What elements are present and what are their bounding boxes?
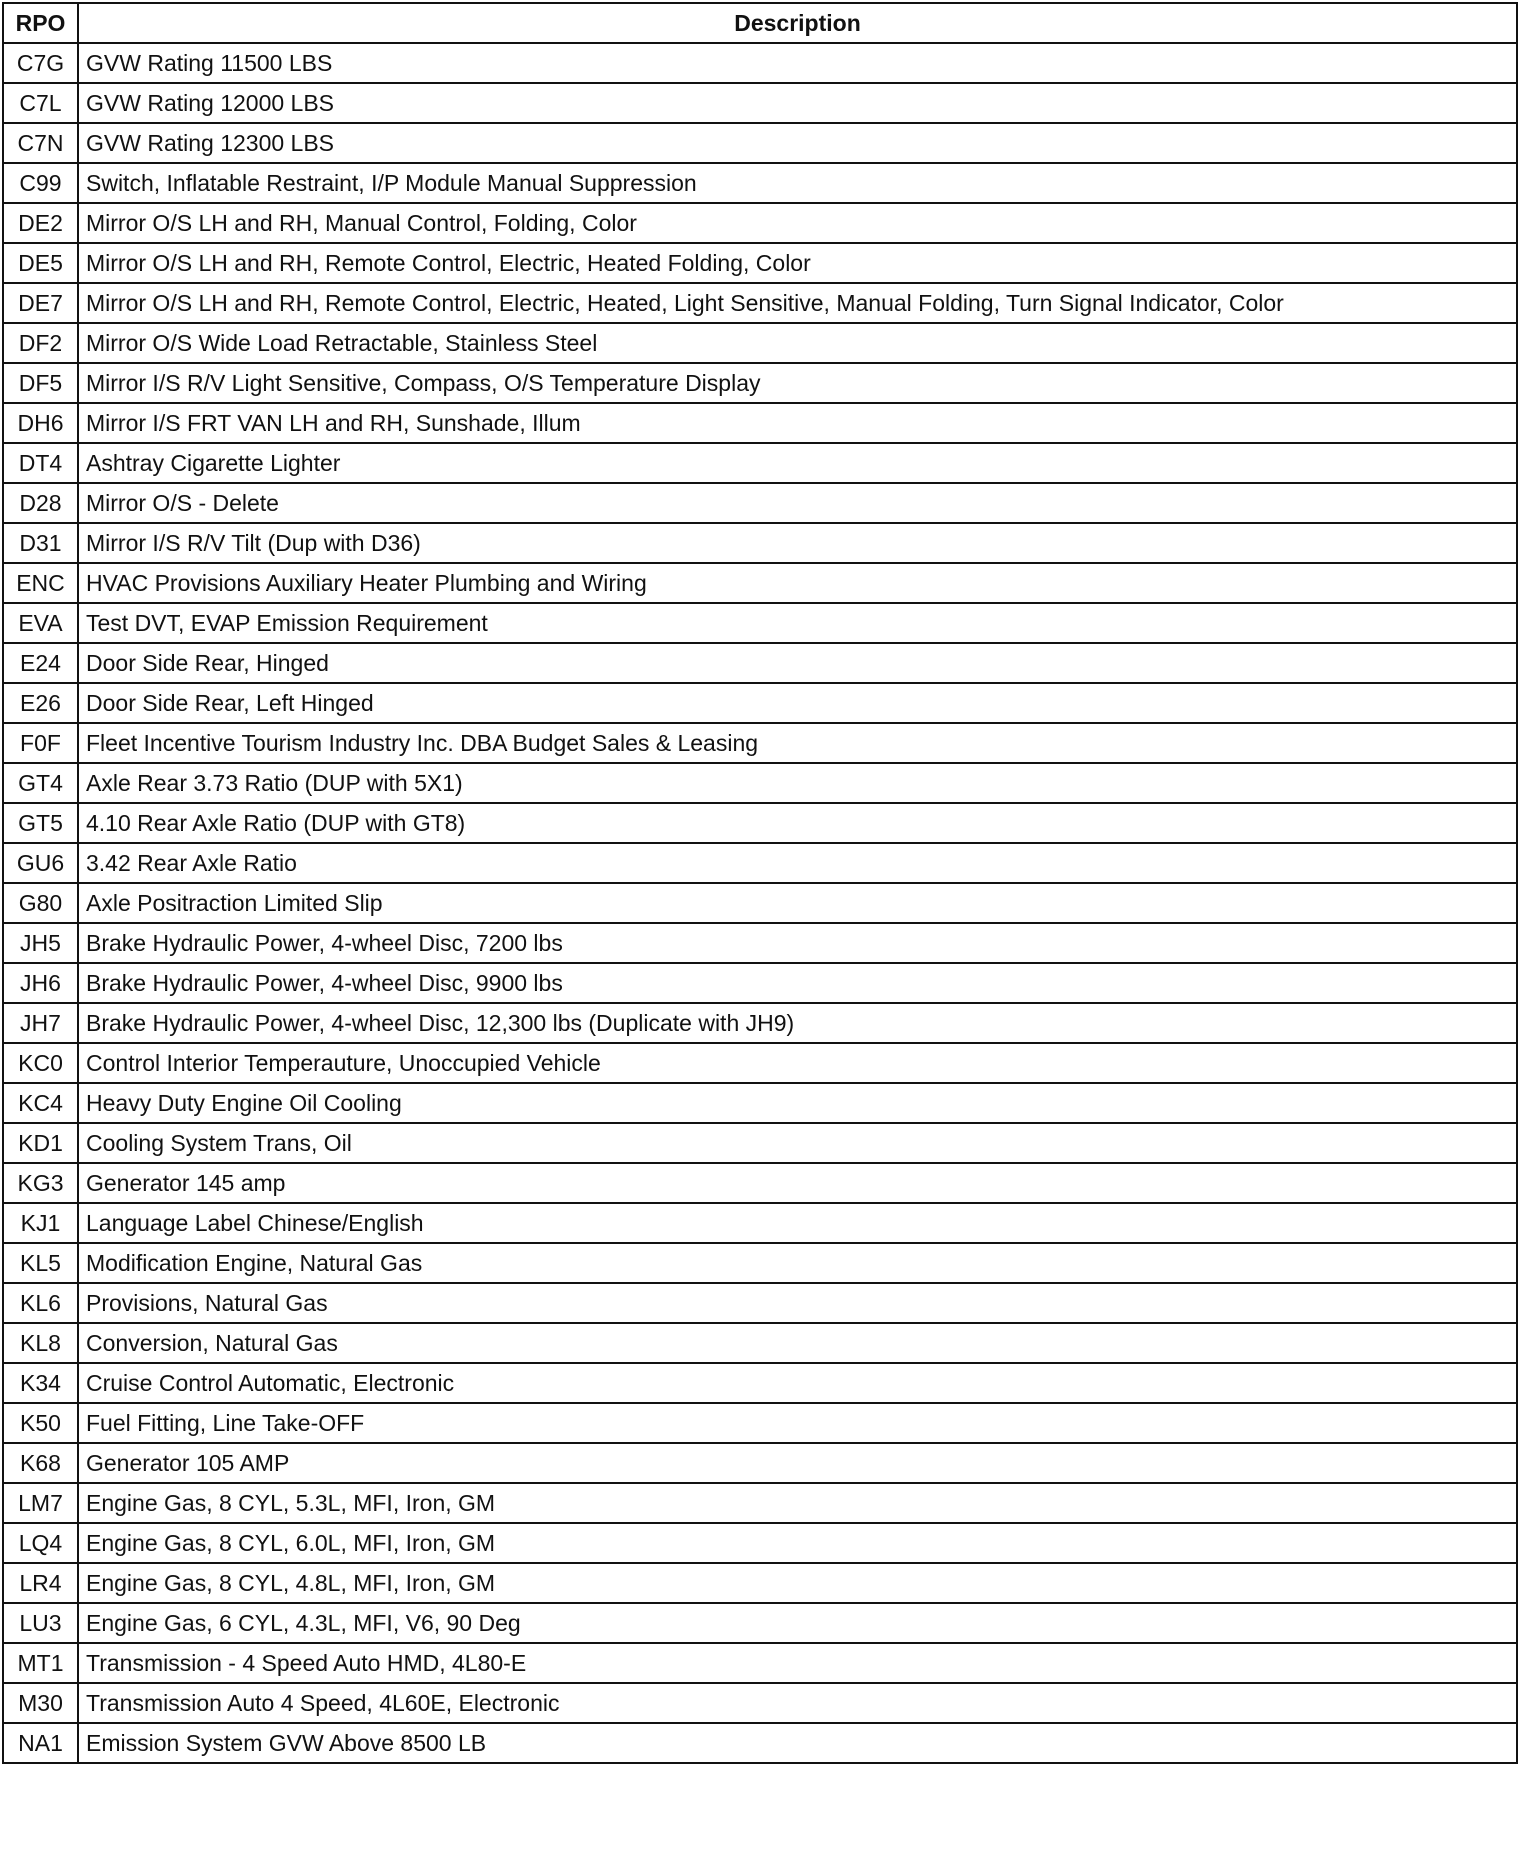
description-cell: HVAC Provisions Auxiliary Heater Plumbing and Wiring [78,563,1517,603]
table-row [3,683,1517,723]
description-cell: Language Label Chinese/English [78,1203,1517,1243]
column-header-rpo: RPO [3,3,78,43]
description-cell: Fleet Incentive Tourism Industry Inc. DBA Budget Sales & Leasing [78,723,1517,763]
table-row [3,723,1517,763]
description-cell: Cooling System Trans, Oil [78,1123,1517,1163]
description-cell: GVW Rating 11500 LBS [78,43,1517,83]
table-row [3,563,1517,603]
description-cell: Engine Gas, 8 CYL, 6.0L, MFI, Iron, GM [78,1523,1517,1563]
description-cell: Mirror O/S - Delete [78,483,1517,523]
rpo-code-cell: C7N [3,123,78,163]
rpo-code-cell: JH7 [3,1003,78,1043]
description-cell: Brake Hydraulic Power, 4-wheel Disc, 12,300 lbs (Duplicate with JH9) [78,1003,1517,1043]
rpo-code-cell: LQ4 [3,1523,78,1563]
table-row [3,1323,1517,1363]
table-row [3,163,1517,203]
rpo-code-cell: C99 [3,163,78,203]
table-row [3,1403,1517,1443]
table-header-row [3,3,1517,43]
rpo-code-cell: MT1 [3,1643,78,1683]
rpo-code-cell: KL6 [3,1283,78,1323]
table-row [3,1243,1517,1283]
description-cell: Test DVT, EVAP Emission Requirement [78,603,1517,643]
description-cell: 3.42 Rear Axle Ratio [78,843,1517,883]
rpo-code-cell: GT5 [3,803,78,843]
table-row [3,363,1517,403]
rpo-code-cell: DT4 [3,443,78,483]
description-cell: Generator 105 AMP [78,1443,1517,1483]
table-row [3,603,1517,643]
description-cell: Engine Gas, 8 CYL, 4.8L, MFI, Iron, GM [78,1563,1517,1603]
table-row [3,283,1517,323]
table-row [3,1363,1517,1403]
table-row [3,1043,1517,1083]
description-cell: Mirror I/S R/V Light Sensitive, Compass, O/S Temperature Display [78,363,1517,403]
rpo-code-cell: G80 [3,883,78,923]
table-row [3,1443,1517,1483]
rpo-code-cell: D28 [3,483,78,523]
table-row [3,1203,1517,1243]
rpo-code-cell: E26 [3,683,78,723]
table-row [3,1603,1517,1643]
rpo-code-cell: K68 [3,1443,78,1483]
table-row [3,883,1517,923]
description-cell: Axle Rear 3.73 Ratio (DUP with 5X1) [78,763,1517,803]
description-cell: GVW Rating 12000 LBS [78,83,1517,123]
rpo-description-table [2,2,1518,1764]
description-cell: Heavy Duty Engine Oil Cooling [78,1083,1517,1123]
description-cell: Mirror O/S LH and RH, Manual Control, Folding, Color [78,203,1517,243]
rpo-code-cell: KC0 [3,1043,78,1083]
rpo-code-cell: KL5 [3,1243,78,1283]
rpo-code-cell: DE2 [3,203,78,243]
table-row [3,443,1517,483]
table-body [3,43,1517,1763]
table-row [3,923,1517,963]
table-row [3,1123,1517,1163]
rpo-code-cell: E24 [3,643,78,683]
table-row [3,243,1517,283]
description-cell: Generator 145 amp [78,1163,1517,1203]
rpo-code-cell: DF2 [3,323,78,363]
rpo-code-cell: KG3 [3,1163,78,1203]
table-row [3,323,1517,363]
table-row [3,1563,1517,1603]
description-cell: Axle Positraction Limited Slip [78,883,1517,923]
description-cell: Door Side Rear, Left Hinged [78,683,1517,723]
rpo-code-cell: ENC [3,563,78,603]
rpo-code-cell: LU3 [3,1603,78,1643]
rpo-code-cell: LR4 [3,1563,78,1603]
table-row [3,803,1517,843]
rpo-code-cell: D31 [3,523,78,563]
rpo-code-cell: K50 [3,1403,78,1443]
rpo-code-cell: KL8 [3,1323,78,1363]
rpo-code-cell: DH6 [3,403,78,443]
description-cell: Brake Hydraulic Power, 4-wheel Disc, 9900 lbs [78,963,1517,1003]
rpo-code-cell: JH5 [3,923,78,963]
table-row [3,1003,1517,1043]
table-row [3,1723,1517,1763]
column-header-description: Description [78,3,1517,43]
description-cell: Engine Gas, 8 CYL, 5.3L, MFI, Iron, GM [78,1483,1517,1523]
table-row [3,1523,1517,1563]
rpo-code-cell: F0F [3,723,78,763]
rpo-code-cell: EVA [3,603,78,643]
table-row [3,1083,1517,1123]
table-row [3,43,1517,83]
description-cell: Door Side Rear, Hinged [78,643,1517,683]
description-cell: Conversion, Natural Gas [78,1323,1517,1363]
table-row [3,1163,1517,1203]
table-row [3,123,1517,163]
description-cell: Mirror O/S LH and RH, Remote Control, Electric, Heated, Light Sensitive, Manual Folding, Turn Signal Indicator, Color [78,283,1517,323]
description-cell: Mirror O/S LH and RH, Remote Control, Electric, Heated Folding, Color [78,243,1517,283]
table-row [3,83,1517,123]
rpo-code-cell: KC4 [3,1083,78,1123]
rpo-code-cell: KD1 [3,1123,78,1163]
table-row [3,1483,1517,1523]
rpo-code-cell: DE5 [3,243,78,283]
rpo-code-cell: NA1 [3,1723,78,1763]
rpo-code-cell: JH6 [3,963,78,1003]
table-row [3,483,1517,523]
table-row [3,1283,1517,1323]
table-row [3,643,1517,683]
rpo-code-cell: GT4 [3,763,78,803]
description-cell: Switch, Inflatable Restraint, I/P Module Manual Suppression [78,163,1517,203]
table-row [3,1643,1517,1683]
description-cell: Engine Gas, 6 CYL, 4.3L, MFI, V6, 90 Deg [78,1603,1517,1643]
rpo-code-cell: M30 [3,1683,78,1723]
table-row [3,203,1517,243]
table-row [3,843,1517,883]
table-row [3,523,1517,563]
description-cell: Control Interior Temperauture, Unoccupied Vehicle [78,1043,1517,1083]
description-cell: Cruise Control Automatic, Electronic [78,1363,1517,1403]
description-cell: Emission System GVW Above 8500 LB [78,1723,1517,1763]
description-cell: Transmission - 4 Speed Auto HMD, 4L80-E [78,1643,1517,1683]
description-cell: Fuel Fitting, Line Take-OFF [78,1403,1517,1443]
rpo-code-cell: C7L [3,83,78,123]
table-row [3,1683,1517,1723]
rpo-code-cell: DF5 [3,363,78,403]
description-cell: Mirror I/S R/V Tilt (Dup with D36) [78,523,1517,563]
rpo-code-cell: LM7 [3,1483,78,1523]
table-row [3,763,1517,803]
description-cell: 4.10 Rear Axle Ratio (DUP with GT8) [78,803,1517,843]
description-cell: Ashtray Cigarette Lighter [78,443,1517,483]
rpo-code-cell: C7G [3,43,78,83]
table-row [3,403,1517,443]
description-cell: Brake Hydraulic Power, 4-wheel Disc, 7200 lbs [78,923,1517,963]
rpo-code-cell: GU6 [3,843,78,883]
description-cell: Mirror O/S Wide Load Retractable, Stainless Steel [78,323,1517,363]
rpo-code-cell: KJ1 [3,1203,78,1243]
rpo-code-cell: DE7 [3,283,78,323]
description-cell: Transmission Auto 4 Speed, 4L60E, Electronic [78,1683,1517,1723]
description-cell: GVW Rating 12300 LBS [78,123,1517,163]
description-cell: Mirror I/S FRT VAN LH and RH, Sunshade, Illum [78,403,1517,443]
description-cell: Modification Engine, Natural Gas [78,1243,1517,1283]
table-row [3,963,1517,1003]
description-cell: Provisions, Natural Gas [78,1283,1517,1323]
rpo-code-cell: K34 [3,1363,78,1403]
